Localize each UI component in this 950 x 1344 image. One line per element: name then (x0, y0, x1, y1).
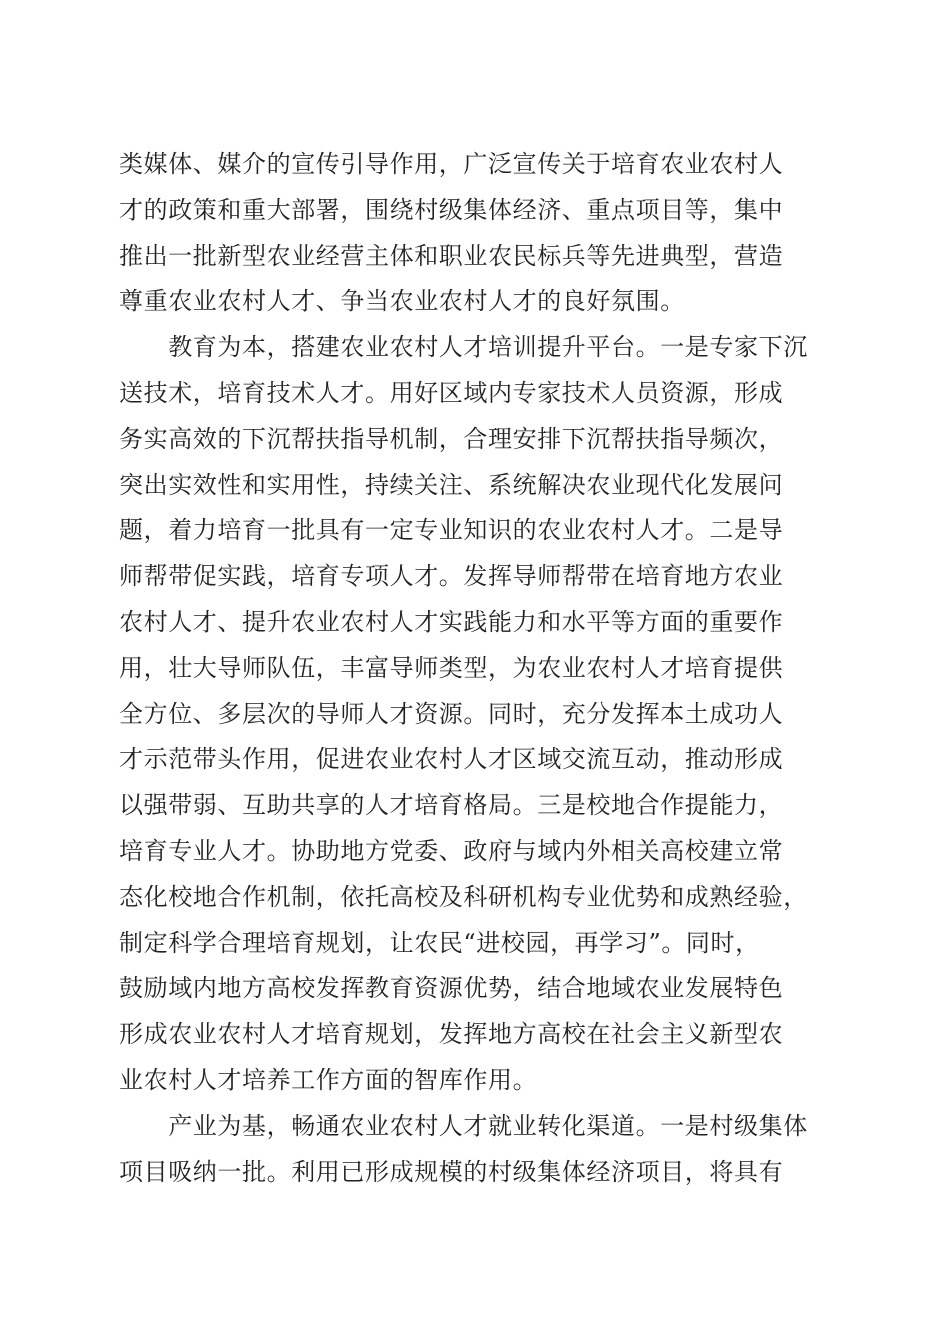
text-line: 全方位、多层次的导师人才资源。同时，充分发挥本土成功人 (119, 699, 784, 728)
text-line: 题，着力培育一批具有一定专业知识的农业农村人才。二是导 (119, 516, 784, 545)
text-line: 尊重农业农村人才、争当农业农村人才的良好氛围。 (119, 287, 685, 316)
text-line: 务实高效的下沉帮扶指导机制，合理安排下沉帮扶指导频次， (119, 424, 784, 453)
text-line: 培育专业人才。协助地方党委、政府与域内外相关高校建立常 (119, 836, 784, 865)
body-text (119, 142, 831, 1195)
text-line: 类媒体、媒介的宣传引导作用，广泛宣传关于培育农业农村人 (119, 150, 784, 178)
text-line: 业农村人才培养工作方面的智库作用。 (119, 1065, 538, 1094)
text-line: 师帮带促实践，培育专项人才。发挥导师帮带在培育地方农业 (119, 562, 784, 591)
text-line: 鼓励域内地方高校发挥教育资源优势，结合地域农业发展特色 (119, 974, 784, 1003)
text-line: 制定科学合理培育规划，让农民“进校园，再学习”。同时， (119, 928, 760, 957)
text-line: 形成农业农村人才培育规划，发挥地方高校在社会主义新型农 (119, 1020, 784, 1049)
paragraph-start-line: 产业为基，畅通农业农村人才就业转化渠道。一是村级集体 (119, 1111, 808, 1140)
text-line: 项目吸纳一批。利用已形成规模的村级集体经济项目，将具有 (119, 1157, 784, 1186)
text-line: 才示范带头作用，促进农业农村人才区域交流互动，推动形成 (119, 745, 784, 774)
text-line: 以强带弱、互助共享的人才培育格局。三是校地合作提能力， (119, 791, 784, 820)
text-line: 农村人才、提升农业农村人才实践能力和水平等方面的重要作 (119, 607, 784, 636)
text-line: 送技术，培育技术人才。用好区域内专家技术人员资源，形成 (119, 378, 784, 407)
text-line: 突出实效性和实用性，持续关注、系统解决农业现代化发展问 (119, 470, 784, 499)
paragraph-start-line: 教育为本，搭建农业农村人才培训提升平台。一是专家下沉 (119, 333, 808, 362)
text-line: 态化校地合作机制，依托高校及科研机构专业优势和成熟经验， (119, 882, 808, 911)
text-line: 才的政策和重大部署，围绕村级集体经济、重点项目等，集中 (119, 195, 784, 224)
text-line: 推出一批新型农业经营主体和职业农民标兵等先进典型，营造 (119, 241, 784, 270)
text-line: 用，壮大导师队伍，丰富导师类型，为农业农村人才培育提供 (119, 653, 784, 682)
